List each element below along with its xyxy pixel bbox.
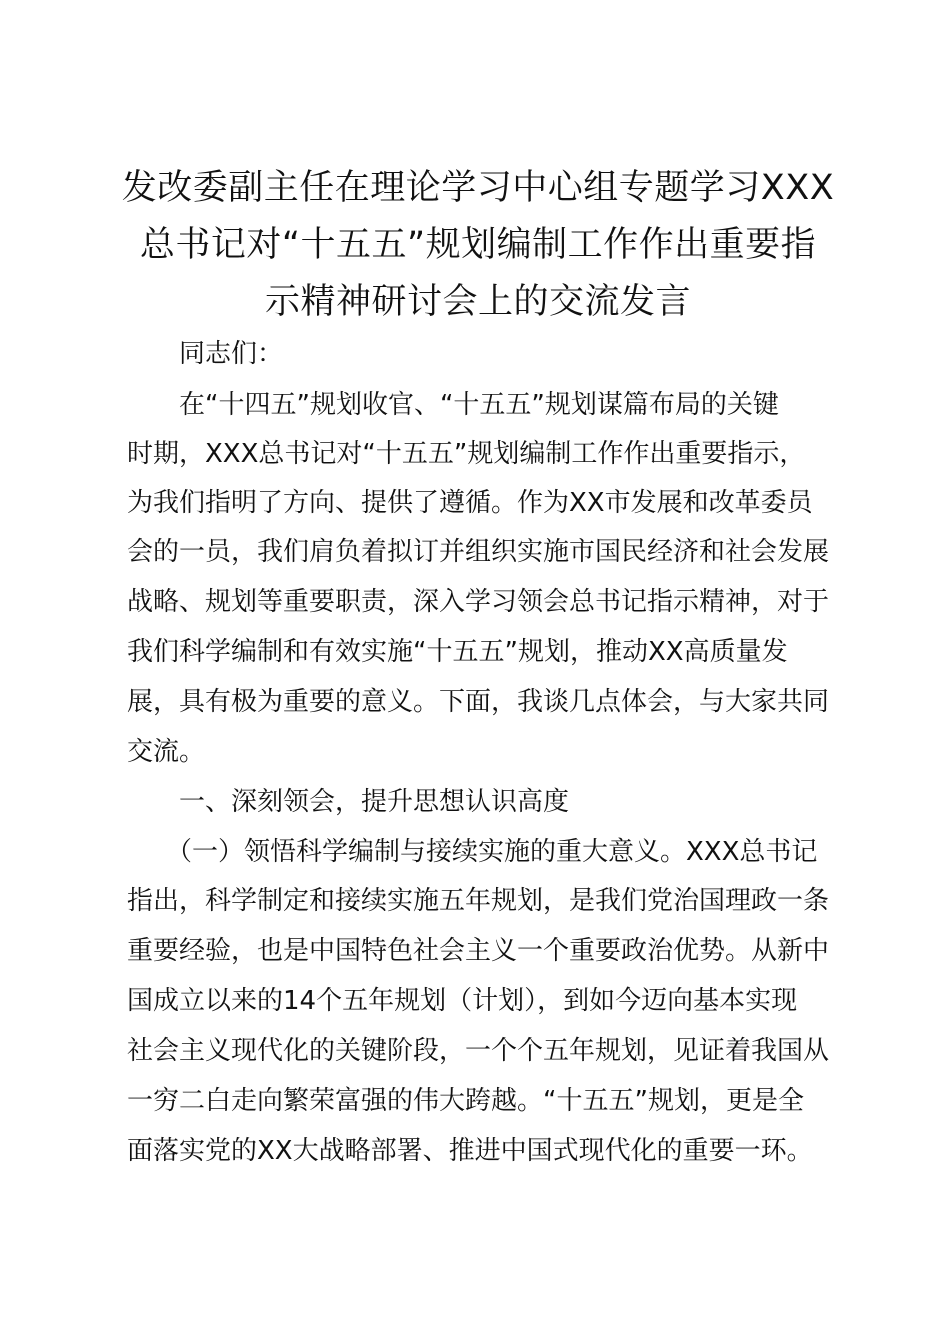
body-text-line: 为我们指明了方向、提供了遵循。作为XX市发展和改革委员 — [127, 488, 813, 518]
body-text-line: 交流。 — [127, 737, 206, 767]
document-title — [120, 160, 836, 331]
body-text-line: 在“十四五”规划收官、“十五五”规划谋篇布局的关键 — [127, 390, 779, 420]
title-line: 示精神研讨会上的交流发言 — [264, 282, 691, 322]
body-text-line: 社会主义现代化的关键阶段，一个个五年规划，见证着我国从 — [127, 1036, 830, 1066]
body-text-line: 国成立以来的14个五年规划（计划），到如今迈向基本实现 — [127, 986, 798, 1016]
body-text-line: 战略、规划等重要职责，深入学习领会总书记指示精神，对于 — [127, 587, 830, 617]
body-text-line: （一）领悟科学编制与接续实施的重大意义。XXX总书记 — [127, 837, 818, 867]
section-heading: 一、深刻领会，提升思想认识高度 — [127, 787, 570, 817]
body-text-line: 会的一员，我们肩负着拟订并组织实施市国民经济和社会发展 — [127, 537, 830, 567]
body-text-line: 时期，XXX总书记对“十五五”规划编制工作作出重要指示， — [127, 439, 806, 469]
title-line: 发改委副主任在理论学习中心组专题学习XXX — [121, 168, 835, 208]
body-text-line: 重要经验，也是中国特色社会主义一个重要政治优势。从新中 — [127, 936, 830, 966]
body-text-line: 指出，科学制定和接续实施五年规划，是我们党治国理政一条 — [127, 886, 830, 916]
body-text-line: 一穷二白走向繁荣富强的伟大跨越。“十五五”规划，更是全 — [127, 1086, 804, 1116]
body-text-line: 面落实党的XX大战略部署、推进中国式现代化的重要一环。 — [127, 1136, 813, 1166]
title-line: 总书记对“十五五”规划编制工作作出重要指 — [139, 225, 817, 265]
body-text-line: 展，具有极为重要的意义。下面，我谈几点体会，与大家共同 — [127, 687, 830, 717]
body-text-line: 我们科学编制和有效实施“十五五”规划，推动XX高质量发 — [127, 637, 788, 667]
salutation: 同志们： — [127, 339, 284, 369]
